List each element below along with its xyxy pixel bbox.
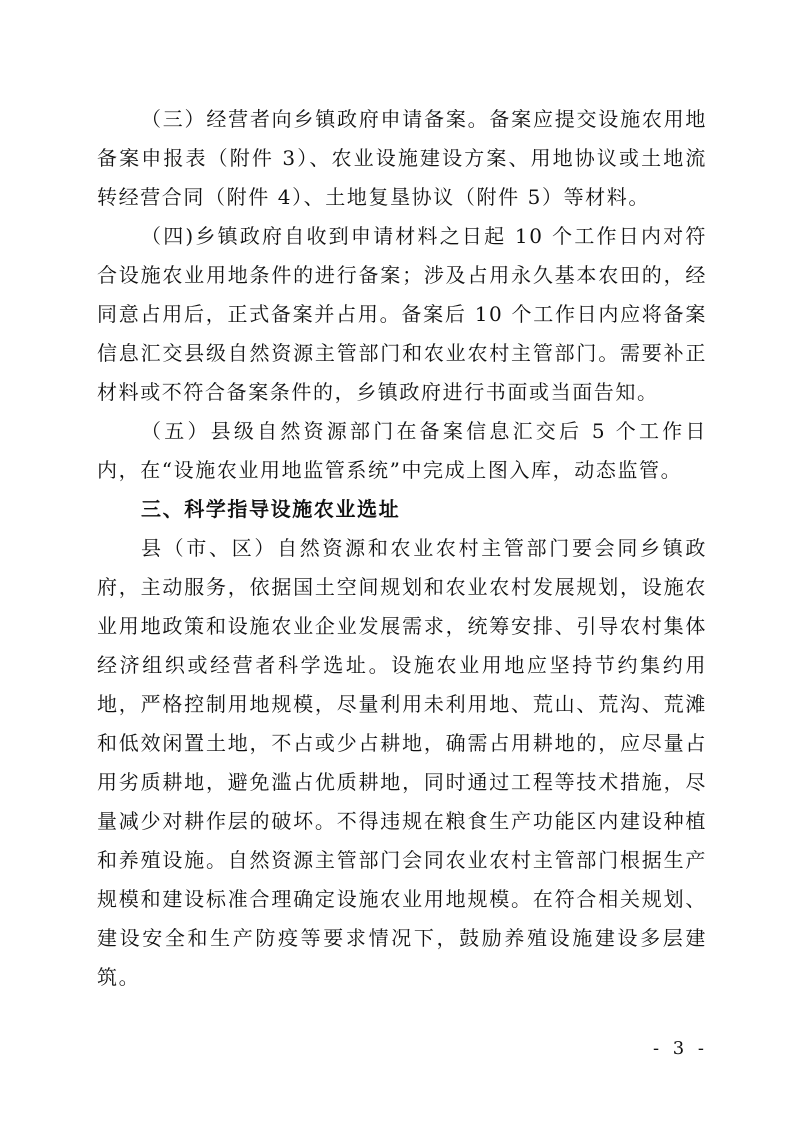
paragraph-item-4: （四)乡镇政府自收到申请材料之日起 10 个工作日内对符合设施农业用地条件的进行备案；涉及占用永久基本农田的，经同意占用后，正式备案并占用。备案后 10 个工作日内应将备案信息汇交县级自然资源主管部门和农业农村主管部门。需要补正材料或不符合备案条件的，乡镇政府进行书面或当面告知。 [97, 224, 707, 404]
section-heading: 三、科学指导设施农业选址 [141, 497, 401, 521]
paragraph-item-3: （三）经营者向乡镇政府申请备案。备案应提交设施农用地备案申报表（附件 3）、农业设施建设方案、用地协议或土地流转经营合同（附件 4）、土地复垦协议（附件 5）等材料。 [97, 107, 707, 209]
paragraph-item-5: （五）县级自然资源部门在备案信息汇交后 5 个工作日内，在“设施农业用地监管系统”中完成上图入库，动态监管。 [97, 419, 707, 482]
document-body [97, 100, 707, 997]
section-paragraph: 县（市、区）自然资源和农业农村主管部门要会同乡镇政府，主动服务，依据国土空间规划和农业农村发展规划，设施农业用地政策和设施农业企业发展需求，统筹安排、引导农村集体经济组织或经营者科学选址。设施农业用地应坚持节约集约用地，严格控制用地规模，尽量利用未利用地、荒山、荒沟、荒滩和低效闲置土地，不占或少占耕地，确需占用耕地的，应尽量占用劣质耕地，避免滥占优质耕地，同时通过工程等技术措施，尽量减少对耕作层的破坏。不得违规在粮食生产功能区内建设种植和养殖设施。自然资源主管部门会同农业农村主管部门根据生产规模和建设标准合理确定设施农业用地规模。在符合相关规划、建设安全和生产防疫等要求情况下，鼓励养殖设施建设多层建筑。 [97, 536, 707, 989]
page-number: - 3 - [652, 1038, 708, 1059]
